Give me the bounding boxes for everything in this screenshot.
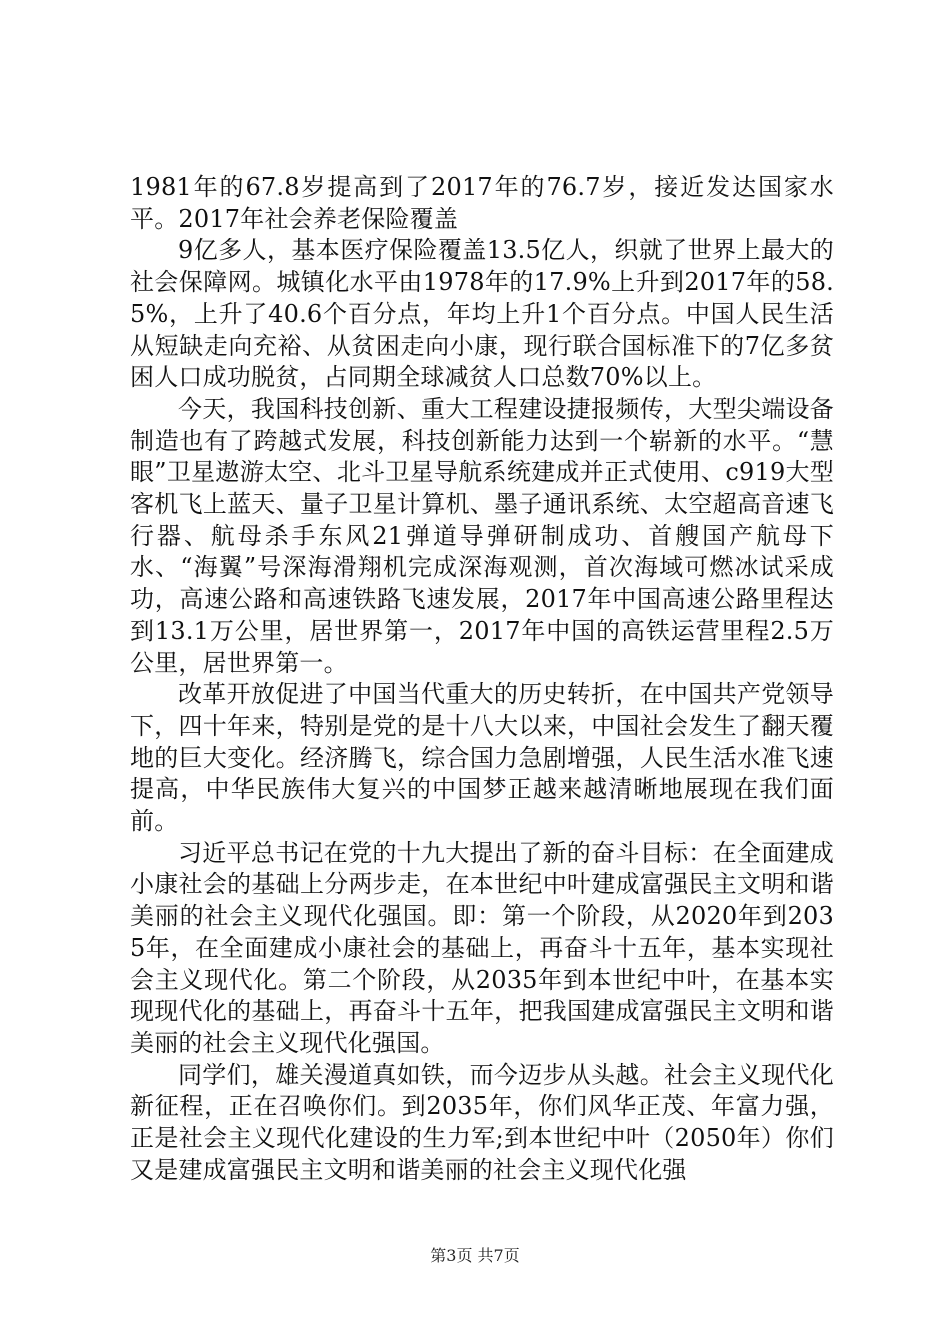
paragraph: 1981年的67.8岁提高到了2017年的76.7岁，接近发达国家水平。2017年社会养老保险覆盖 <box>130 173 834 233</box>
document-body <box>130 172 834 1187</box>
page-number-footer: 第3页 共7页 <box>430 1246 520 1265</box>
paragraph: 今天，我国科技创新、重大工程建设捷报频传，大型尖端设备制造也有了跨越式发展，科技创新能力达到一个崭新的水平。“慧眼”卫星遨游太空、北斗卫星导航系统建成并正式使用、c919大型客机飞上蓝天、量子卫星计算机、墨子通讯系统、太空超高音速飞行器、航母杀手东风21弹道导弹研制成功、首艘国产航母下水、“海翼”号深海滑翔机完成深海观测，首次海域可燃冰试采成功，高速公路和高速铁路飞速发展，2017年中国高速公路里程达到13.1万公里，居世界第一，2017年中国的高铁运营里程2.5万公里，居世界第一。 <box>130 394 834 677</box>
paragraph: 同学们，雄关漫道真如铁，而今迈步从头越。社会主义现代化新征程，正在召唤你们。到2035年，你们风华正茂、年富力强，正是社会主义现代化建设的生力军;到本世纪中叶（2050年）你们又是建成富强民主文明和谐美丽的社会主义现代化强 <box>130 1060 834 1184</box>
paragraph: 改革开放促进了中国当代重大的历史转折，在中国共产党领导下，四十年来，特别是党的是十八大以来，中国社会发生了翻天覆地的巨大变化。经济腾飞，综合国力急剧增强，人民生活水准飞速提高，中华民族伟大复兴的中国梦正越来越清晰地展现在我们面前。 <box>130 680 834 836</box>
paragraph: 9亿多人，基本医疗保险覆盖13.5亿人，织就了世界上最大的社会保障网。城镇化水平由1978年的17.9%上升到2017年的58.5%，上升了40.6个百分点，年均上升1个百分点。中国人民生活从短缺走向充裕、从贫困走向小康，现行联合国标准下的7亿多贫困人口成功脱贫，占同期全球减贫人口总数70%以上。 <box>130 236 834 392</box>
paragraph: 习近平总书记在党的十九大提出了新的奋斗目标：在全面建成小康社会的基础上分两步走，在本世纪中叶建成富强民主文明和谐美丽的社会主义现代化强国。即：第一个阶段，从2020年到2035年，在全面建成小康社会的基础上，再奋斗十五年，基本实现社会主义现代化。第二个阶段，从2035年到本世纪中叶，在基本实现现代化的基础上，再奋斗十五年，把我国建成富强民主文明和谐美丽的社会主义现代化强国。 <box>130 838 834 1057</box>
